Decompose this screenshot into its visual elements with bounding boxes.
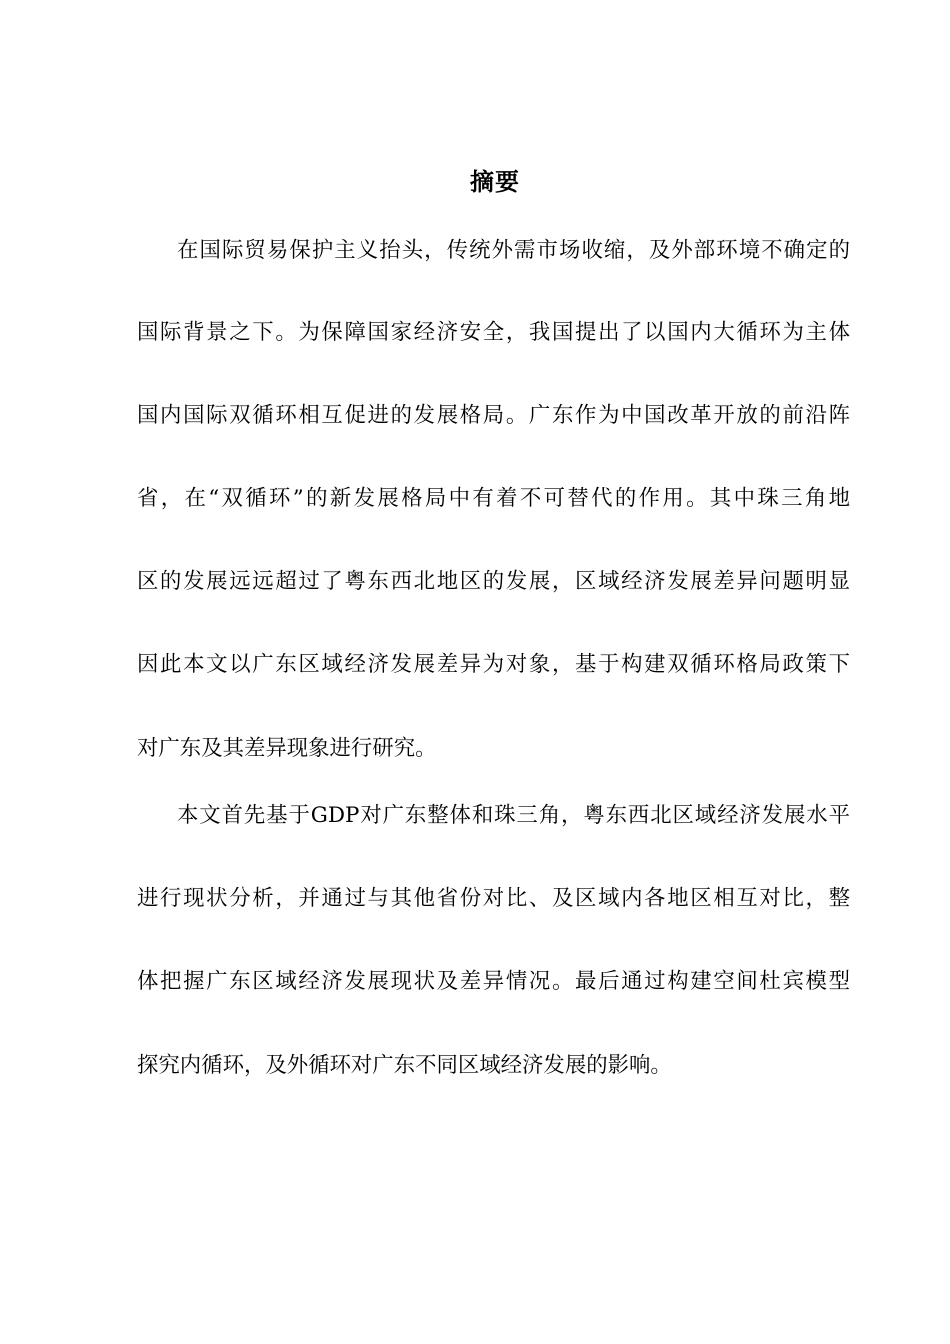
paragraph-line: 进行现状分析，并通过与其他省份对比、及区域内各地区相互对比，整 [137,886,850,911]
paragraph-line: 区的发展远远超过了粤东西北地区的发展，区域经济发展差异问题明显 [137,569,850,594]
paragraph-line: 省，在“双循环”的新发展格局中有着不可替代的作用。其中珠三角地 [137,486,850,511]
paragraph-line: 因此本文以广东区域经济发展差异为对象，基于构建双循环格局政策下 [137,652,850,677]
paragraph-line: 探究内循环，及外循环对广东不同区域经济发展的影响。 [137,1053,672,1078]
paragraph-line: 国际背景之下。为保障国家经济安全，我国提出了以国内大循环为主体 [137,320,850,345]
paragraph-line: 对广东及其差异现象进行研究。 [137,736,437,761]
paragraph-line: 体把握广东区域经济发展现状及差异情况。最后通过构建空间杜宾模型 [137,969,850,994]
paragraph-line: 国内国际双循环相互促进的发展格局。广东作为中国改革开放的前沿阵 [137,403,850,428]
paragraph-line: 在国际贸易保护主义抬头，传统外需市场收缩，及外部环境不确定的 [177,238,850,263]
page-title: 摘要 [470,168,520,196]
paragraph-line: 本文首先基于GDP对广东整体和珠三角，粤东西北区域经济发展水平 [177,803,850,828]
